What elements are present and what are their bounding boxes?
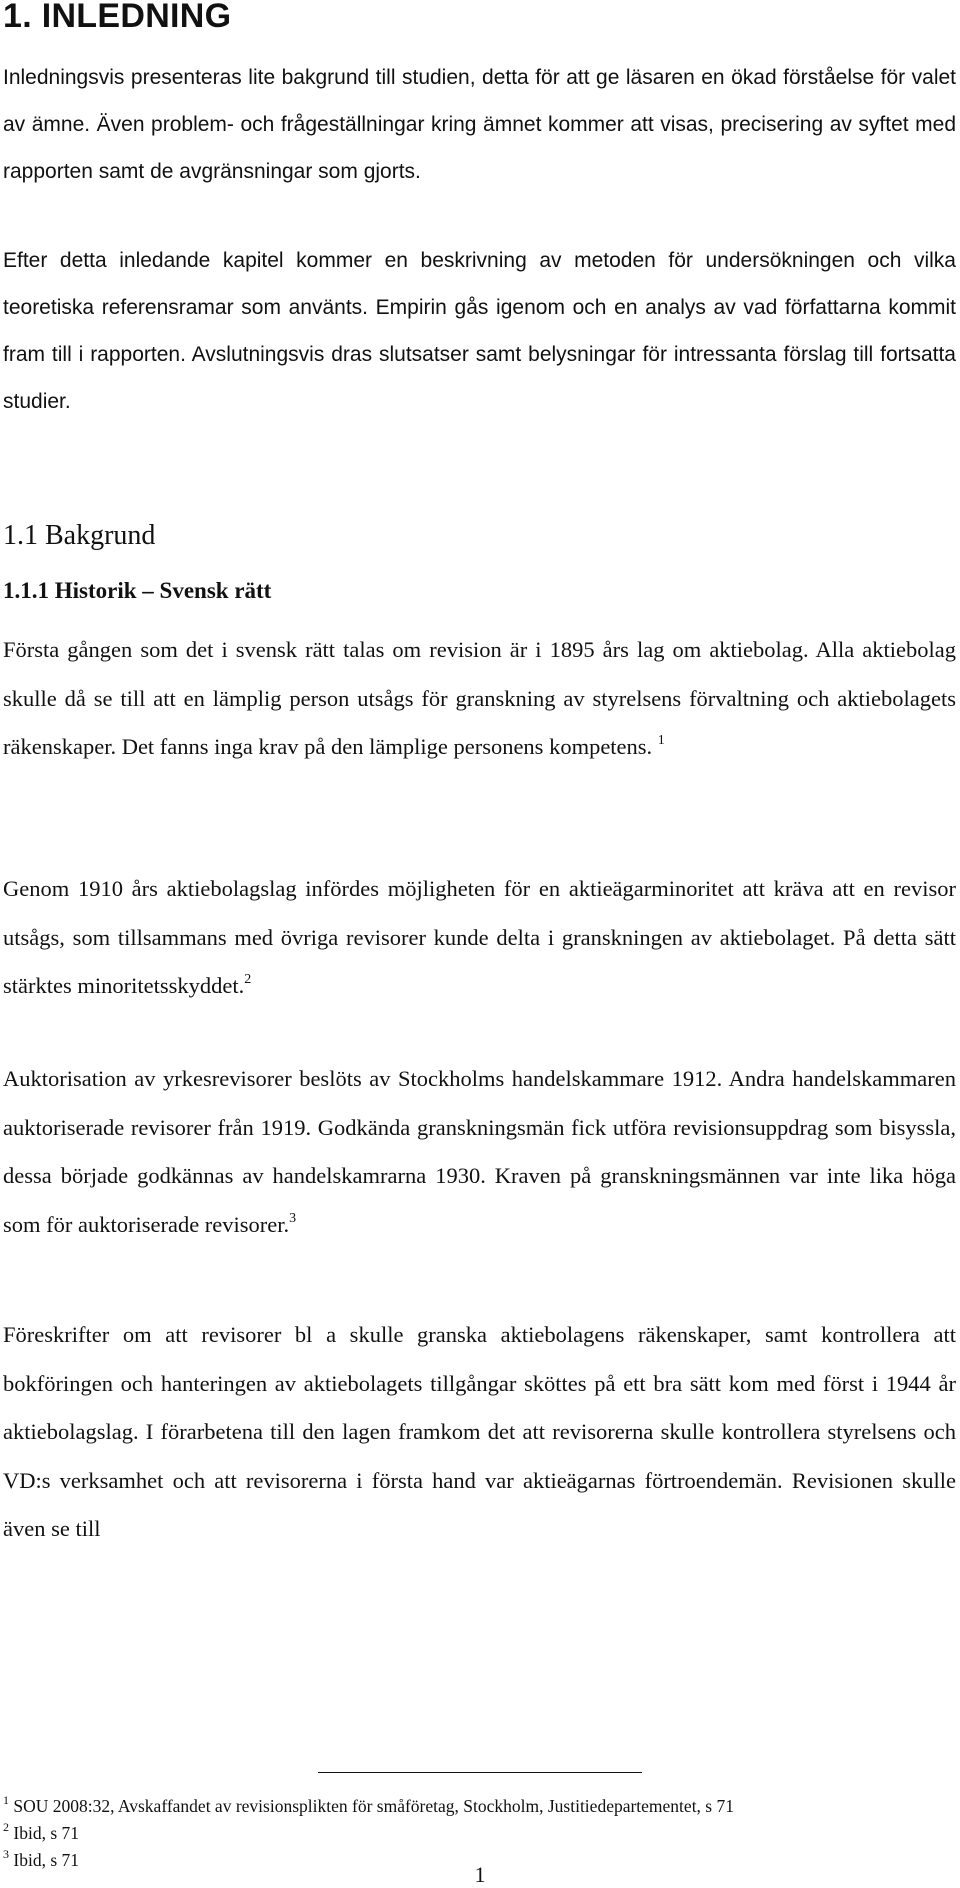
footnote [3,1847,734,1874]
page-number: 1 [474,1862,486,1887]
footnote-ref-1: 1 [657,733,665,748]
footnote [3,1820,734,1847]
footnote [3,1793,734,1820]
body-paragraph-3-text: Auktorisation av yrkesrevisorer beslöts av Stockholms handelskammare 1912. Andra handelskammaren auktoriserade revisorer från 1919. Godkända granskningsmän fick utföra revisionsuppdrag som bisyssla, dessa började godkännas av handelskamrarna 1930. Kraven på granskningsmännen var inte lika höga som för auktoriserade revisorer. [3,1066,956,1237]
footnotes [3,1793,734,1874]
footnote-number: 2 [3,1820,9,1834]
subsection-heading: 1.1.1 Historik – Svensk rätt [3,578,272,603]
chapter-heading: 1. INLEDNING [3,0,232,35]
section-heading: 1.1 Bakgrund [3,520,156,551]
body-paragraph-2-text: Genom 1910 års aktiebolagslag infördes möjligheten för en aktieägarminoritet att kräva att en revisor utsågs, som tillsammans med övriga revisorer kunde delta i granskningen av aktiebolaget. På detta sätt stärktes minoritetsskyddet. [3,876,956,998]
body-paragraph-4: Föreskrifter om att revisorer bl a skulle granska aktiebolagens räkenskaper, samt kontrollera att bokföringen och hanteringen av aktiebolagets tillgångar sköttes på ett bra sätt kom med först i 1944 år aktiebolagslag. I förarbetena till den lagen framkom det att revisorerna skulle kontrollera styrelsens och VD:s verksamhet och att revisorerna i första hand var aktieägarnas förtroendemän. Revisionen skulle även se till [3,1322,956,1541]
footnote-text: SOU 2008:32, Avskaffandet av revisionsplikten för småföretag, Stockholm, Justitiedepartementet, s 71 [13,1796,734,1816]
body-paragraph-2 [3,865,956,1011]
footnote-number: 3 [3,1847,9,1861]
intro-paragraph-1: Inledningsvis presenteras lite bakgrund till studien, detta för att ge läsaren en ökad förståelse för valet av ämne. Även problem- och frågeställningar kring ämnet kommer att visas, precisering av syftet med rapporten samt de avgränsningar som gjorts. [3,66,956,183]
footnote-ref-2: 2 [244,972,252,987]
intro-paragraph-2: Efter detta inledande kapitel kommer en beskrivning av metoden för undersökningen och vilka teoretiska referensramar som använts. Empirin gås igenom och en analys av vad författarna kommit fram till i rapporten. Avslutningsvis dras slutsatser samt belysningar för intressanta förslag till fortsatta studier. [3,249,956,413]
body-paragraph-1-text: Första gången som det i svensk rätt talas om revision är i 1895 års lag om aktiebolag. Alla aktiebolag skulle då se till att en lämplig person utsågs för granskning av styrelsens förvaltning och aktiebolagets räkenskaper. Det fanns inga krav på den lämplige personens kompetens. [3,637,956,759]
body-paragraph-1 [3,626,956,772]
footnote-number: 1 [3,1793,9,1807]
body-paragraph-3 [3,1055,956,1249]
footnote-text: Ibid, s 71 [13,1823,79,1843]
footnote-ref-3: 3 [289,1210,297,1226]
footnote-separator [318,1772,642,1773]
footnote-text: Ibid, s 71 [13,1850,79,1870]
